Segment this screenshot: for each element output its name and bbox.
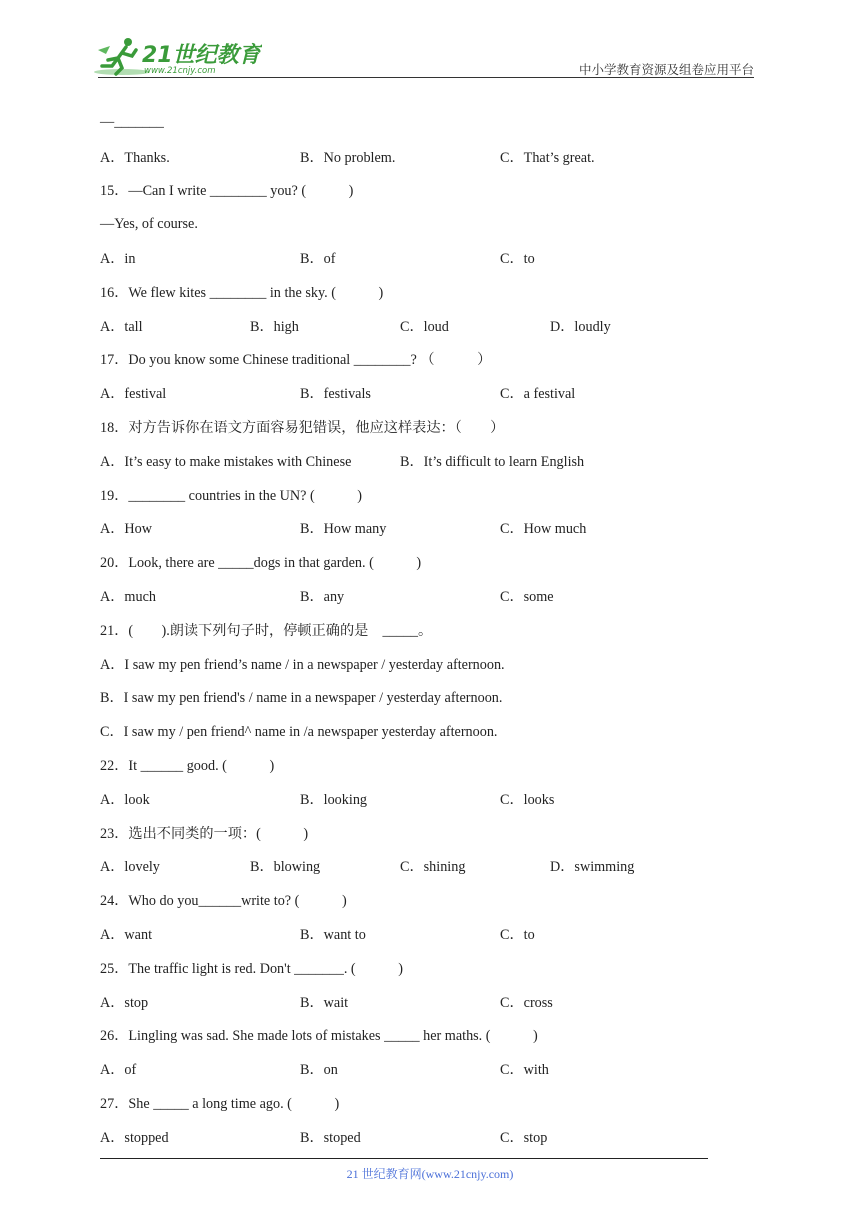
answer-option: B．wait: [300, 994, 349, 1011]
answer-option: C．to: [500, 927, 535, 944]
answer-options: [100, 1052, 754, 1086]
question-line: 23．选出不同类的一项：( ): [100, 825, 309, 842]
question-line: 20．Look, there are _____dogs in that garden. ( ): [100, 555, 422, 572]
question-line: 15．—Can I write ________ you? ( ): [100, 183, 354, 200]
answer-option: B．stoped: [300, 1129, 361, 1146]
answer-option: C．That’s great.: [500, 149, 595, 166]
question-line: 24．Who do you______write to? ( ): [100, 893, 347, 910]
answer-option: A．want: [100, 927, 153, 944]
answer-options: [100, 579, 754, 613]
answer-option: B．How many: [300, 521, 387, 538]
answer-option: B．festivals: [300, 386, 371, 403]
answer-option: A．of: [100, 1062, 137, 1079]
answer-option: C．to: [500, 251, 535, 268]
answer-option: C．a festival: [500, 386, 576, 403]
header-divider: [98, 77, 754, 78]
answer-option: C．looks: [500, 791, 555, 808]
question-line: —_______: [100, 114, 164, 131]
question-line: 21．( ).朗读下列句子时，停顿正确的是 _____。: [100, 622, 433, 639]
answer-option: B．No problem.: [300, 149, 396, 166]
answer-options: [100, 444, 754, 478]
answer-option: D．loudly: [550, 318, 611, 335]
question-line: C．I saw my / pen friend^ name in /a newspaper yesterday afternoon.: [100, 724, 498, 741]
answer-options: [100, 1120, 754, 1154]
svg-text:21世纪教育: 21世纪教育: [142, 43, 261, 68]
answer-option: C．cross: [500, 994, 553, 1011]
question-line: 16．We flew kites ________ in the sky. ( ): [100, 284, 384, 301]
question-line: 27．She _____ a long time ago. ( ): [100, 1096, 340, 1112]
answer-options: [100, 140, 754, 174]
answer-option: A．Thanks.: [100, 149, 170, 166]
question-line: 26．Lingling was sad. She made lots of mistakes _____ her maths. ( ): [100, 1028, 538, 1045]
answer-options: [100, 782, 754, 816]
question-line: 19．________ countries in the UN? ( ): [100, 487, 363, 504]
answer-option: A．It’s easy to make mistakes with Chinese: [100, 453, 352, 470]
runner-logo-icon: [92, 36, 262, 78]
answer-option: A．in: [100, 251, 136, 268]
answer-option: C．with: [500, 1062, 549, 1079]
answer-option: A．much: [100, 589, 156, 606]
answer-options: [100, 850, 754, 884]
answer-option: C．loud: [400, 318, 449, 335]
answer-options: [100, 241, 754, 275]
answer-option: B．It’s difficult to learn English: [400, 453, 585, 470]
answer-option: B．on: [300, 1062, 338, 1079]
answer-option: B．want to: [300, 927, 366, 944]
answer-option: B．high: [250, 318, 299, 335]
answer-option: B．of: [300, 251, 336, 268]
footer-divider: [100, 1158, 708, 1159]
footer-text: 21 世纪教育网(www.21cnjy.com): [346, 1167, 514, 1181]
question-line: A．I saw my pen friend’s name / in a newspaper / yesterday afternoon.: [100, 656, 505, 673]
answer-option: A．festival: [100, 386, 167, 403]
question-line: 22．It ______ good. ( ): [100, 758, 275, 775]
answer-option: B．any: [300, 589, 345, 606]
svg-text:www.21cnjy.com: www.21cnjy.com: [144, 66, 216, 76]
answer-option: D．swimming: [550, 859, 635, 876]
answer-options: [100, 309, 754, 343]
answer-option: C．stop: [500, 1129, 548, 1146]
answer-option: A．How: [100, 521, 153, 538]
question-line: 17．Do you know some Chinese traditional ________? （ ）: [100, 352, 492, 369]
answer-option: C．some: [500, 589, 554, 606]
answer-option: A．stopped: [100, 1129, 169, 1146]
answer-option: A．look: [100, 791, 150, 808]
platform-name: 中小学教育资源及组卷应用平台: [578, 62, 754, 77]
answer-options: [100, 985, 754, 1019]
answer-option: A．stop: [100, 994, 149, 1011]
answer-option: B．looking: [300, 791, 368, 808]
answer-option: C．shining: [400, 859, 466, 876]
answer-option: B．blowing: [250, 859, 321, 876]
question-line: 18．对方告诉你在语文方面容易犯错误，他应这样表达：（ ）: [100, 420, 505, 437]
question-list: [100, 106, 754, 1154]
site-logo: [92, 36, 262, 78]
answer-option: A．lovely: [100, 859, 160, 876]
answer-option: C．How much: [500, 521, 587, 538]
answer-option: A．tall: [100, 318, 143, 335]
question-line: B．I saw my pen friend's / name in a newspaper / yesterday afternoon.: [100, 690, 503, 707]
question-line: 25．The traffic light is red. Don't _______. ( ): [100, 960, 403, 977]
answer-options: [100, 917, 754, 951]
answer-options: [100, 376, 754, 410]
answer-options: [100, 512, 754, 546]
question-line: —Yes, of course.: [100, 215, 198, 232]
